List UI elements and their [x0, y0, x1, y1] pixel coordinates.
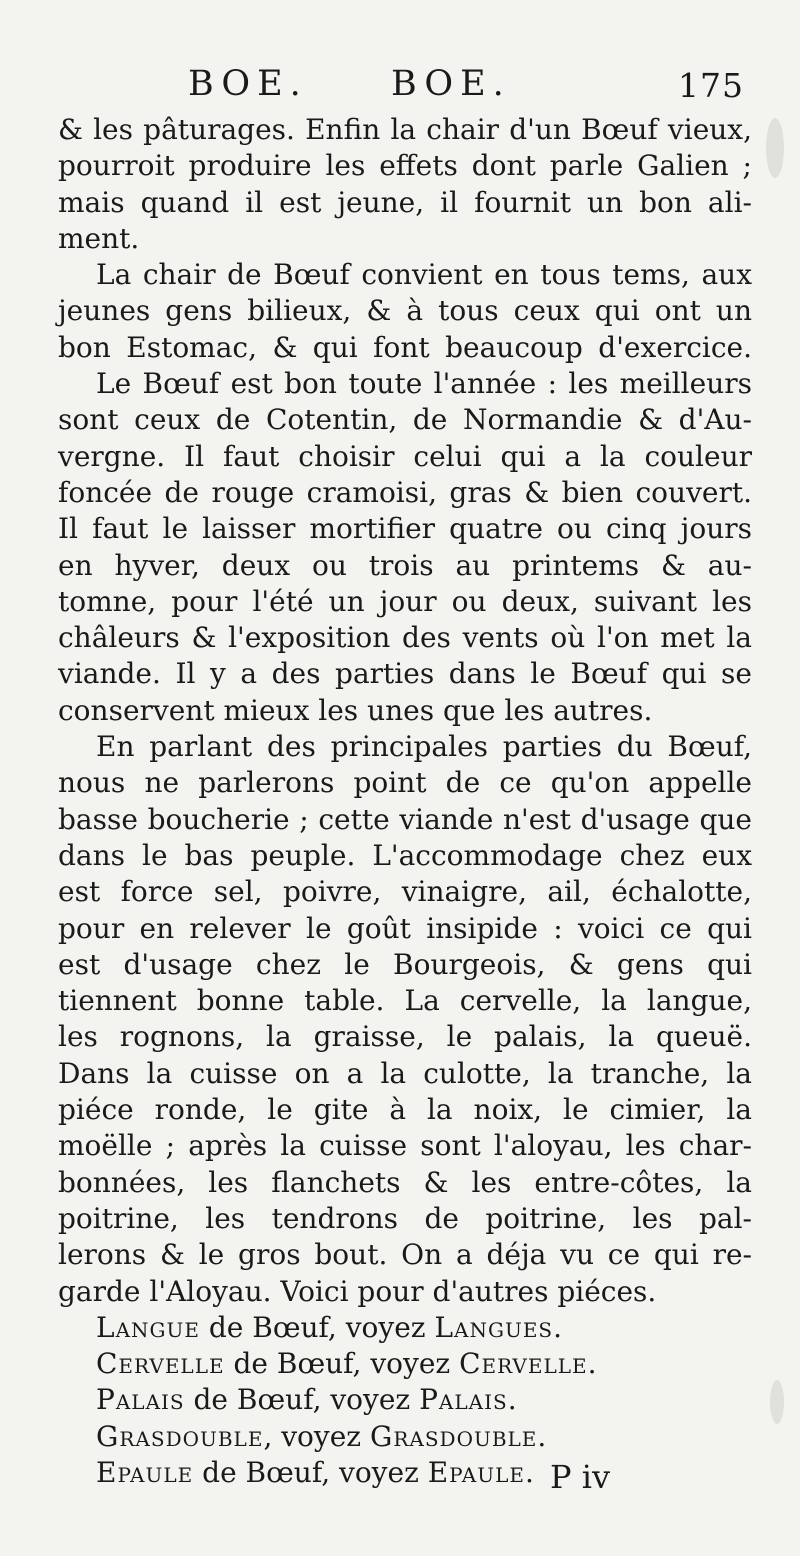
- entry-punctuation: .: [507, 1383, 517, 1417]
- entry-punctuation: .: [553, 1310, 563, 1344]
- text-line: La chair de Bœuf convient en tous tems, aux: [96, 258, 752, 292]
- entry-punctuation: .: [587, 1347, 597, 1381]
- text-line: bon Estomac, & qui font beaucoup d'exercice.: [58, 330, 752, 364]
- running-header: [0, 64, 800, 114]
- text-line: est force sel, poivre, vinaigre, ail, échalotte,: [58, 875, 752, 909]
- entry-text: de Bœuf, voyez: [193, 1455, 428, 1489]
- text-line: châleurs & l'exposition des vents où l'on met la: [58, 621, 752, 655]
- entry-headword: Cervelle: [96, 1347, 225, 1381]
- text-line: lerons & le gros bout. On a déja vu ce qui re-: [58, 1238, 752, 1272]
- text-line: poitrine, les tendrons de poitrine, les pal-: [58, 1201, 752, 1235]
- cross-reference-entry: [58, 1455, 752, 1491]
- text-line: foncée de rouge cramoisi, gras & bien couvert.: [58, 475, 752, 509]
- entry-punctuation: .: [524, 1455, 534, 1489]
- entry-headword: Langue: [96, 1310, 200, 1344]
- text-line: mais quand il est jeune, il fournit un bon ali-: [58, 185, 752, 219]
- signature-mark: P iv: [550, 1458, 611, 1496]
- text-line: pourroit produire les effets dont parle Galien ;: [58, 149, 752, 183]
- header-right-word: BOE.: [391, 64, 511, 104]
- text-line: piéce ronde, le gite à la noix, le cimier, la: [58, 1093, 752, 1127]
- text-line: moëlle ; après la cuisse sont l'aloyau, les char-: [58, 1129, 752, 1163]
- text-line: bonnées, les flanchets & les entre-côtes, la: [58, 1165, 752, 1199]
- text-line: en hyver, deux ou trois au printems & au-: [58, 548, 752, 582]
- text-line: est d'usage chez le Bourgeois, & gens qui: [58, 947, 752, 981]
- body-lines: [58, 112, 752, 1310]
- cross-reference-entry: [58, 1310, 752, 1346]
- text-line: & les pâturages. Enfin la chair d'un Bœuf vieux,: [58, 113, 752, 146]
- text-line: En parlant des principales parties du Bœuf,: [96, 730, 752, 764]
- entry-headword: Palais: [96, 1383, 185, 1417]
- entry-text: de Bœuf, voyez: [199, 1310, 435, 1344]
- text-line: pour en relever le goût insipide : voici ce qui: [58, 911, 752, 945]
- entry-reference: Langues: [434, 1310, 554, 1344]
- text-line: garde l'Aloyau. Voici pour d'autres piéces.: [58, 1274, 657, 1308]
- entry-headword: Grasdouble: [96, 1419, 264, 1453]
- header-left-word: BOE.: [188, 64, 308, 104]
- entry-text: de Bœuf, voyez: [224, 1347, 460, 1381]
- body-text: [58, 112, 752, 1491]
- cross-reference-entry: [58, 1346, 752, 1382]
- entry-reference: Epaule: [427, 1455, 525, 1489]
- text-line: sont ceux de Cotentin, de Normandie & d'Au-: [58, 403, 752, 437]
- text-line: tomne, pour l'été un jour ou deux, suivant les: [58, 584, 752, 618]
- text-line: Le Bœuf est bon toute l'année : les meilleurs: [96, 367, 752, 401]
- entry-reference: Palais: [419, 1383, 508, 1417]
- entry-text: de Bœuf, voyez: [184, 1383, 420, 1417]
- text-line: conservent mieux les unes que les autres.: [58, 693, 653, 727]
- text-line: nous ne parlerons point de ce qu'on appelle: [58, 766, 752, 800]
- text-line: les rognons, la graisse, le palais, la queuë.: [58, 1020, 752, 1054]
- text-line: Dans la cuisse on a la culotte, la tranche, la: [58, 1056, 752, 1090]
- entry-headword: Epaule: [96, 1455, 194, 1489]
- entry-reference: Grasdouble: [369, 1419, 538, 1453]
- text-line: tiennent bonne table. La cervelle, la langue,: [58, 984, 752, 1018]
- text-line: Il faut le laisser mortifier quatre ou cinq jours: [58, 512, 752, 546]
- text-line: ment.: [58, 221, 140, 255]
- text-line: vergne. Il faut choisir celui qui a la couleur: [58, 439, 752, 473]
- paper-stain: [766, 118, 784, 178]
- entry-reference: Cervelle: [459, 1347, 588, 1381]
- cross-reference-list: [58, 1310, 752, 1491]
- entry-text: , voyez: [263, 1419, 370, 1453]
- entry-punctuation: .: [537, 1419, 547, 1453]
- text-line: jeunes gens bilieux, & à tous ceux qui ont un: [58, 294, 752, 328]
- text-line: viande. Il y a des parties dans le Bœuf qui se: [58, 657, 752, 691]
- cross-reference-entry: [58, 1382, 752, 1418]
- page-number: 175: [678, 66, 744, 105]
- text-line: basse boucherie ; cette viande n'est d'usage que: [58, 802, 752, 836]
- cross-reference-entry: [58, 1419, 752, 1455]
- paper-stain: [770, 1380, 784, 1424]
- text-line: dans le bas peuple. L'accommodage chez eux: [58, 838, 752, 872]
